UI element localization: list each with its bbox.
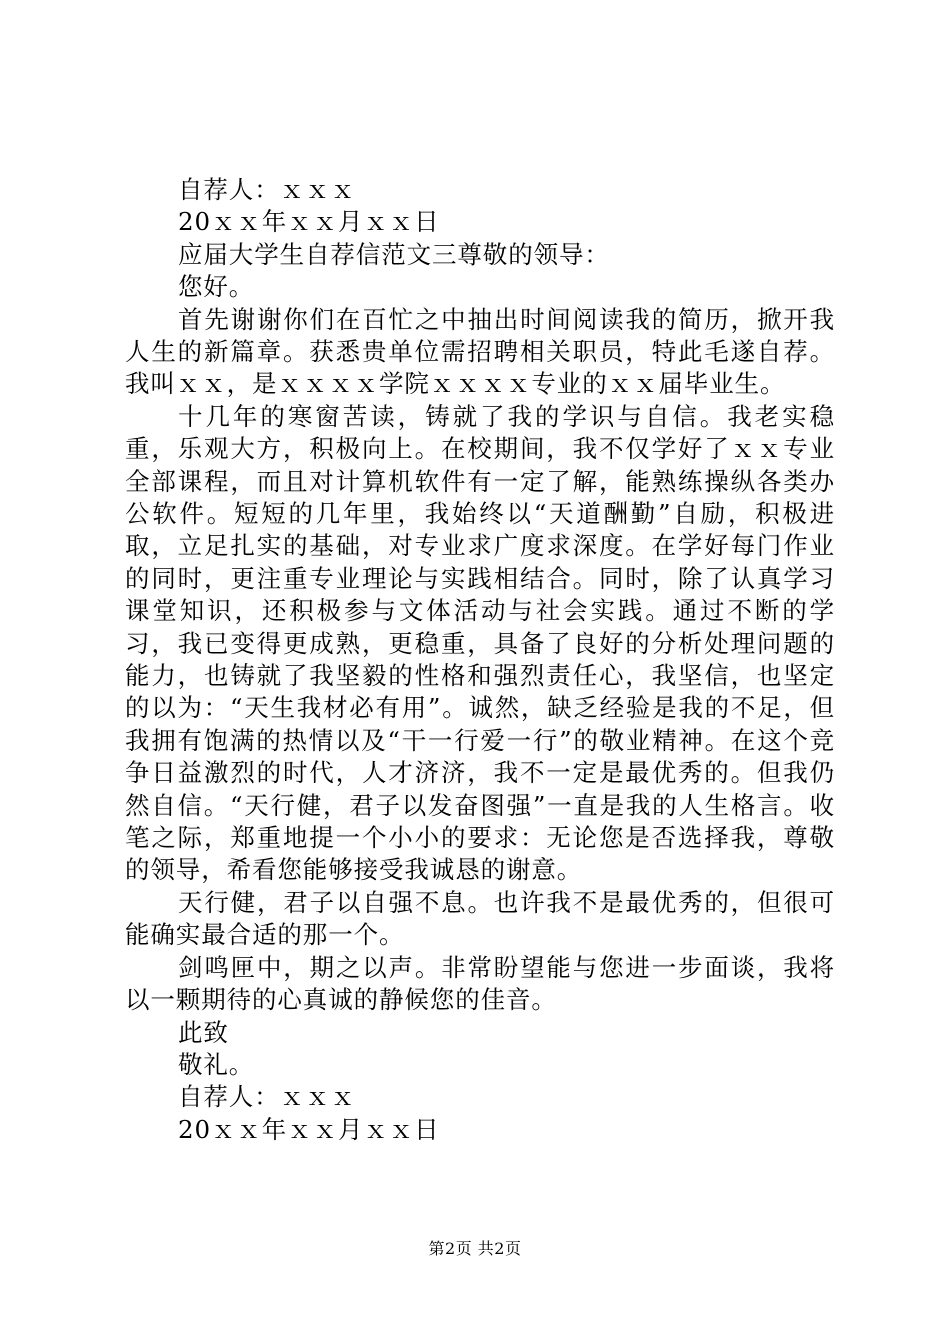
letter-body [125,174,835,1146]
paragraph-motto: 天行健，君子以自强不息。也许我不是最优秀的，但很可能确实最合适的那一个。 [125,887,835,950]
paragraph-intro: 首先谢谢你们在百忙之中抽出时间阅读我的简历，掀开我人生的新篇章。获悉贵单位需招聘相关职员，特此毛遂自荐。我叫ｘｘ，是ｘｘｘｘ学院ｘｘｘｘ专业的ｘｘ届毕业生。 [125,304,835,399]
letter-title: 应届大学生自荐信范文三尊敬的领导： [178,239,610,269]
paragraph-request: 剑鸣匣中，期之以声。非常盼望能与您进一步面谈，我将以一颗期待的心真诚的静候您的佳音。 [125,952,835,1015]
page-footer [0,1239,950,1259]
top-signature: 自荐人：ｘｘｘ [178,175,356,204]
closing-salutation: 此致 [178,1017,229,1047]
greeting: 您好。 [178,272,255,302]
closing-regards: 敬礼。 [178,1049,255,1079]
paragraph-self-description: 十几年的寒窗苦读，铸就了我的学识与自信。我老实稳重，乐观大方，积极向上。在校期间，我不仅学好了ｘｘ专业全部课程，而且对计算机软件有一定了解，能熟练操纵各类办公软件。短短的几年里，我始终以“天道酬勤”自励，积极进取，立足扎实的基础，对专业求广度求深度。在学好每门作业的同时，更注重专业理论与实践相结合。同时，除了认真学习课堂知识，还积极参与文体活动与社会实践。通过不断的学习，我已变得更成熟，更稳重，具备了良好的分析处理问题的能力，也铸就了我坚毅的性格和强烈责任心，我坚信，也坚定的以为：“天生我材必有用”。诚然，缺乏经验是我的不足，但我拥有饱满的热情以及“干一行爱一行”的敬业精神。在这个竞争日益激烈的时代，人才济济，我不一定是最优秀的。但我仍然自信。“天行健，君子以发奋图强”一直是我的人生格言。收笔之际，郑重地提一个小小的要求：无论您是否选择我，尊敬的领导，希看您能够接受我诚恳的谢意。 [125,401,835,885]
page-indicator: 第2页 共2页 [428,1239,522,1258]
top-date: 20ｘｘ年ｘｘ月ｘｘ日 [178,207,440,237]
bottom-signature: 自荐人：ｘｘｘ [178,1082,356,1112]
bottom-date: 20ｘｘ年ｘｘ月ｘｘ日 [178,1114,440,1144]
